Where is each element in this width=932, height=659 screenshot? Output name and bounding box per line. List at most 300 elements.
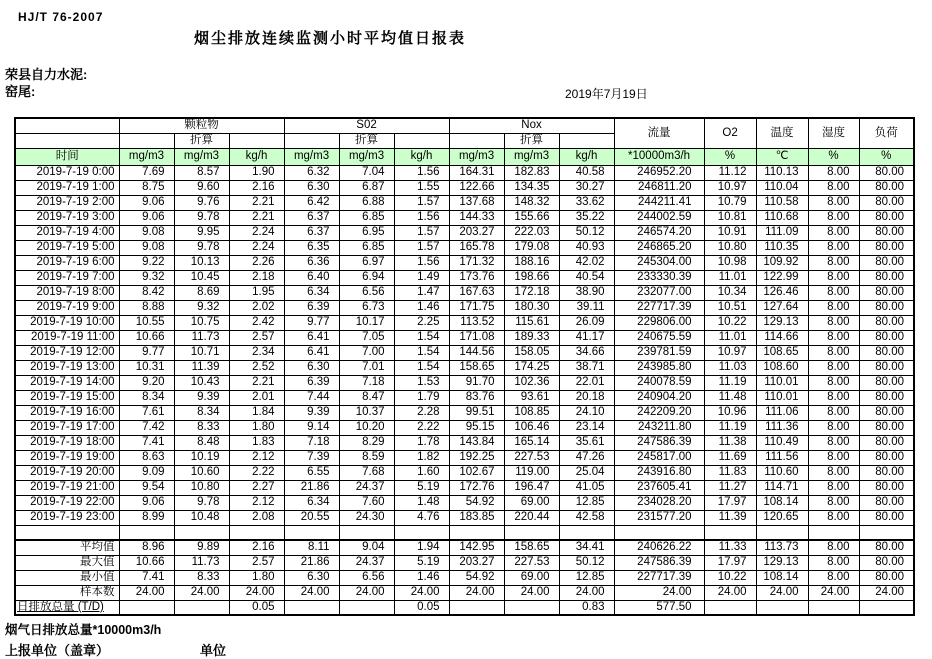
- value-cell: 38.71: [559, 360, 614, 375]
- value-cell: 1.48: [394, 495, 449, 510]
- value-cell: 122.99: [756, 270, 808, 285]
- unit-cell: kg/h: [229, 148, 284, 165]
- value-cell: [559, 525, 614, 540]
- value-cell: 1.46: [394, 300, 449, 315]
- data-row: [15, 195, 914, 210]
- value-cell: 7.05: [339, 330, 394, 345]
- value-cell: 80.00: [859, 330, 914, 345]
- value-cell: [808, 600, 859, 615]
- value-cell: 11.03: [704, 360, 756, 375]
- value-cell: 245304.00: [614, 255, 704, 270]
- value-cell: 8.00: [808, 270, 859, 285]
- row-label: 2019-7-19 17:00: [15, 420, 119, 435]
- value-cell: 80.00: [859, 315, 914, 330]
- value-cell: 171.32: [449, 255, 504, 270]
- value-cell: 10.20: [339, 420, 394, 435]
- data-row: [15, 345, 914, 360]
- value-cell: 1.56: [394, 255, 449, 270]
- value-cell: 8.48: [174, 435, 229, 450]
- value-cell: [808, 525, 859, 540]
- value-cell: 2.57: [229, 555, 284, 570]
- value-cell: 9.78: [174, 210, 229, 225]
- value-cell: 246574.20: [614, 225, 704, 240]
- value-cell: 10.51: [704, 300, 756, 315]
- value-cell: 111.06: [756, 405, 808, 420]
- value-cell: [229, 525, 284, 540]
- value-cell: 80.00: [859, 465, 914, 480]
- value-cell: 11.27: [704, 480, 756, 495]
- data-row: [15, 495, 914, 510]
- value-cell: 1.78: [394, 435, 449, 450]
- header-row-units: [15, 148, 914, 165]
- value-cell: 80.00: [859, 240, 914, 255]
- value-cell: 10.75: [174, 315, 229, 330]
- value-cell: 2.02: [229, 300, 284, 315]
- value-cell: 243916.80: [614, 465, 704, 480]
- value-cell: 10.22: [704, 570, 756, 585]
- value-cell: 8.33: [174, 420, 229, 435]
- value-cell: 10.43: [174, 375, 229, 390]
- value-cell: 2.01: [229, 390, 284, 405]
- value-cell: 110.58: [756, 195, 808, 210]
- value-cell: 6.42: [284, 195, 339, 210]
- data-row: [15, 465, 914, 480]
- value-cell: [394, 525, 449, 540]
- value-cell: [704, 525, 756, 540]
- value-cell: 110.01: [756, 375, 808, 390]
- value-cell: 24.00: [174, 585, 229, 600]
- value-cell: 11.73: [174, 330, 229, 345]
- value-cell: 33.62: [559, 195, 614, 210]
- value-cell: 24.00: [229, 585, 284, 600]
- value-cell: 1.94: [394, 540, 449, 555]
- data-row: [15, 450, 914, 465]
- value-cell: [859, 600, 914, 615]
- value-cell: 577.50: [614, 600, 704, 615]
- value-cell: 95.15: [449, 420, 504, 435]
- value-cell: 9.08: [119, 225, 174, 240]
- value-cell: [339, 600, 394, 615]
- value-cell: 203.27: [449, 225, 504, 240]
- value-cell: 240675.59: [614, 330, 704, 345]
- blank-cell: [15, 133, 119, 148]
- value-cell: 6.94: [339, 270, 394, 285]
- value-cell: 1.55: [394, 180, 449, 195]
- value-cell: 6.34: [284, 495, 339, 510]
- value-cell: 5.19: [394, 480, 449, 495]
- data-row: [15, 165, 914, 180]
- value-cell: 24.00: [756, 585, 808, 600]
- value-cell: 0.05: [229, 600, 284, 615]
- value-cell: 11.19: [704, 420, 756, 435]
- value-cell: 165.14: [504, 435, 559, 450]
- value-cell: 244211.41: [614, 195, 704, 210]
- value-cell: 8.96: [119, 540, 174, 555]
- value-cell: 110.49: [756, 435, 808, 450]
- value-cell: 110.68: [756, 210, 808, 225]
- value-cell: 8.57: [174, 165, 229, 180]
- company-name: 荣县自力水泥:: [5, 67, 88, 82]
- value-cell: 6.73: [339, 300, 394, 315]
- data-row: [15, 330, 914, 345]
- value-cell: 9.04: [339, 540, 394, 555]
- value-cell: 2.24: [229, 240, 284, 255]
- value-cell: 6.40: [284, 270, 339, 285]
- value-cell: 2.21: [229, 195, 284, 210]
- value-cell: 24.00: [394, 585, 449, 600]
- row-label: 2019-7-19 23:00: [15, 510, 119, 525]
- value-cell: 183.85: [449, 510, 504, 525]
- value-cell: 233330.39: [614, 270, 704, 285]
- value-cell: 227.53: [504, 555, 559, 570]
- value-cell: 24.00: [119, 585, 174, 600]
- value-cell: 80.00: [859, 300, 914, 315]
- value-cell: 40.58: [559, 165, 614, 180]
- value-cell: 11.73: [174, 555, 229, 570]
- value-cell: 8.00: [808, 240, 859, 255]
- unit-cell: kg/h: [559, 148, 614, 165]
- value-cell: 7.42: [119, 420, 174, 435]
- value-cell: 129.13: [756, 555, 808, 570]
- value-cell: 80.00: [859, 495, 914, 510]
- value-cell: [449, 600, 504, 615]
- value-cell: 9.95: [174, 225, 229, 240]
- data-row: [15, 510, 914, 525]
- value-cell: 2.21: [229, 210, 284, 225]
- value-cell: 9.76: [174, 195, 229, 210]
- value-cell: 9.39: [284, 405, 339, 420]
- value-cell: 35.61: [559, 435, 614, 450]
- value-cell: 1.54: [394, 330, 449, 345]
- value-cell: 8.00: [808, 570, 859, 585]
- value-cell: 8.99: [119, 510, 174, 525]
- value-cell: 54.92: [449, 495, 504, 510]
- value-cell: 8.00: [808, 315, 859, 330]
- value-cell: 2.22: [394, 420, 449, 435]
- value-cell: 2.34: [229, 345, 284, 360]
- row-label: 平均值: [15, 540, 119, 555]
- value-cell: 8.00: [808, 540, 859, 555]
- value-cell: 10.19: [174, 450, 229, 465]
- value-cell: 11.19: [704, 375, 756, 390]
- value-cell: 10.22: [704, 315, 756, 330]
- row-label: 2019-7-19 22:00: [15, 495, 119, 510]
- value-cell: 10.80: [704, 240, 756, 255]
- value-cell: 8.00: [808, 360, 859, 375]
- value-cell: 106.46: [504, 420, 559, 435]
- value-cell: 6.87: [339, 180, 394, 195]
- data-row: [15, 255, 914, 270]
- value-cell: 11.39: [704, 510, 756, 525]
- value-cell: 8.00: [808, 210, 859, 225]
- value-cell: 245817.00: [614, 450, 704, 465]
- blank-cell: [449, 133, 504, 148]
- value-cell: 243211.80: [614, 420, 704, 435]
- value-cell: 34.66: [559, 345, 614, 360]
- unit-cell: %: [808, 148, 859, 165]
- value-cell: 8.00: [808, 345, 859, 360]
- value-cell: 10.71: [174, 345, 229, 360]
- value-cell: 171.08: [449, 330, 504, 345]
- value-cell: 6.95: [339, 225, 394, 240]
- value-cell: 6.37: [284, 210, 339, 225]
- location-label: 窑尾:: [5, 84, 36, 99]
- value-cell: 11.12: [704, 165, 756, 180]
- value-cell: 119.00: [504, 465, 559, 480]
- value-cell: 6.41: [284, 330, 339, 345]
- value-cell: 6.88: [339, 195, 394, 210]
- value-cell: 10.81: [704, 210, 756, 225]
- value-cell: 8.69: [174, 285, 229, 300]
- value-cell: 6.32: [284, 165, 339, 180]
- so2-converted-label: 折算: [339, 133, 394, 148]
- value-cell: 40.54: [559, 270, 614, 285]
- value-cell: 1.82: [394, 450, 449, 465]
- value-cell: 6.36: [284, 255, 339, 270]
- value-cell: 110.35: [756, 240, 808, 255]
- row-label: [15, 525, 119, 540]
- value-cell: 12.85: [559, 495, 614, 510]
- value-cell: 80.00: [859, 375, 914, 390]
- header-row-groups: [15, 118, 914, 133]
- row-label: 2019-7-19 15:00: [15, 390, 119, 405]
- value-cell: 222.03: [504, 225, 559, 240]
- value-cell: 24.00: [339, 585, 394, 600]
- row-label: 2019-7-19 19:00: [15, 450, 119, 465]
- value-cell: 80.00: [859, 195, 914, 210]
- value-cell: 35.22: [559, 210, 614, 225]
- value-cell: 246811.20: [614, 180, 704, 195]
- value-cell: 80.00: [859, 345, 914, 360]
- value-cell: 2.08: [229, 510, 284, 525]
- value-cell: 80.00: [859, 210, 914, 225]
- value-cell: [704, 600, 756, 615]
- value-cell: 91.70: [449, 375, 504, 390]
- data-row: [15, 210, 914, 225]
- value-cell: 10.45: [174, 270, 229, 285]
- blank-cell: [15, 118, 119, 133]
- value-cell: 1.56: [394, 165, 449, 180]
- value-cell: 6.55: [284, 465, 339, 480]
- value-cell: 203.27: [449, 555, 504, 570]
- group-o2: O2: [704, 118, 756, 148]
- blank-cell: [229, 133, 284, 148]
- value-cell: 110.13: [756, 165, 808, 180]
- value-cell: 198.66: [504, 270, 559, 285]
- value-cell: 109.92: [756, 255, 808, 270]
- value-cell: 2.16: [229, 180, 284, 195]
- value-cell: 1.56: [394, 210, 449, 225]
- value-cell: 8.88: [119, 300, 174, 315]
- value-cell: 8.00: [808, 405, 859, 420]
- value-cell: 9.32: [174, 300, 229, 315]
- value-cell: 240904.20: [614, 390, 704, 405]
- value-cell: 237605.41: [614, 480, 704, 495]
- value-cell: 1.79: [394, 390, 449, 405]
- value-cell: 30.27: [559, 180, 614, 195]
- group-humidity: 湿度: [808, 118, 859, 148]
- value-cell: 10.79: [704, 195, 756, 210]
- value-cell: 24.00: [504, 585, 559, 600]
- value-cell: [756, 600, 808, 615]
- value-cell: 24.00: [859, 585, 914, 600]
- value-cell: 122.66: [449, 180, 504, 195]
- value-cell: 21.86: [284, 555, 339, 570]
- report-table: [14, 117, 915, 616]
- value-cell: 99.51: [449, 405, 504, 420]
- value-cell: [284, 600, 339, 615]
- data-row: [15, 315, 914, 330]
- value-cell: 80.00: [859, 255, 914, 270]
- value-cell: 8.59: [339, 450, 394, 465]
- value-cell: 42.02: [559, 255, 614, 270]
- value-cell: 10.31: [119, 360, 174, 375]
- value-cell: 9.06: [119, 495, 174, 510]
- value-cell: 8.00: [808, 375, 859, 390]
- value-cell: 8.00: [808, 480, 859, 495]
- value-cell: [449, 525, 504, 540]
- value-cell: 113.52: [449, 315, 504, 330]
- value-cell: 10.13: [174, 255, 229, 270]
- row-label: 2019-7-19 9:00: [15, 300, 119, 315]
- value-cell: 24.30: [339, 510, 394, 525]
- value-cell: 10.34: [704, 285, 756, 300]
- value-cell: 8.00: [808, 195, 859, 210]
- value-cell: 108.14: [756, 570, 808, 585]
- value-cell: 111.36: [756, 420, 808, 435]
- value-cell: 9.54: [119, 480, 174, 495]
- value-cell: 10.96: [704, 405, 756, 420]
- value-cell: 8.63: [119, 450, 174, 465]
- value-cell: 192.25: [449, 450, 504, 465]
- group-so2: S02: [284, 118, 449, 133]
- value-cell: 10.98: [704, 255, 756, 270]
- value-cell: 26.09: [559, 315, 614, 330]
- value-cell: 167.63: [449, 285, 504, 300]
- row-label: 2019-7-19 1:00: [15, 180, 119, 195]
- value-cell: 7.69: [119, 165, 174, 180]
- time-header: 时间: [15, 148, 119, 165]
- unit-cell: ℃: [756, 148, 808, 165]
- value-cell: 155.66: [504, 210, 559, 225]
- row-label: 2019-7-19 10:00: [15, 315, 119, 330]
- value-cell: 11.38: [704, 435, 756, 450]
- data-row: [15, 270, 914, 285]
- value-cell: 2.12: [229, 495, 284, 510]
- value-cell: 2.16: [229, 540, 284, 555]
- value-cell: 2.52: [229, 360, 284, 375]
- value-cell: 24.37: [339, 480, 394, 495]
- row-label: 2019-7-19 5:00: [15, 240, 119, 255]
- value-cell: 8.00: [808, 435, 859, 450]
- row-label: 2019-7-19 0:00: [15, 165, 119, 180]
- summary-row: [15, 600, 914, 615]
- value-cell: 7.04: [339, 165, 394, 180]
- value-cell: 7.18: [284, 435, 339, 450]
- pm-converted-label: 折算: [174, 133, 229, 148]
- row-label: 2019-7-19 14:00: [15, 375, 119, 390]
- value-cell: 9.77: [284, 315, 339, 330]
- value-cell: 22.01: [559, 375, 614, 390]
- value-cell: 10.66: [119, 555, 174, 570]
- value-cell: 25.04: [559, 465, 614, 480]
- value-cell: 11.48: [704, 390, 756, 405]
- value-cell: 11.33: [704, 540, 756, 555]
- value-cell: [174, 600, 229, 615]
- value-cell: 8.11: [284, 540, 339, 555]
- value-cell: 7.41: [119, 570, 174, 585]
- value-cell: 6.39: [284, 300, 339, 315]
- value-cell: 143.84: [449, 435, 504, 450]
- value-cell: 80.00: [859, 510, 914, 525]
- row-label: 2019-7-19 18:00: [15, 435, 119, 450]
- value-cell: 6.30: [284, 180, 339, 195]
- value-cell: 2.12: [229, 450, 284, 465]
- value-cell: 7.41: [119, 435, 174, 450]
- unit-cell: %: [704, 148, 756, 165]
- value-cell: [284, 525, 339, 540]
- value-cell: 239781.59: [614, 345, 704, 360]
- value-cell: 10.66: [119, 330, 174, 345]
- value-cell: 8.34: [174, 405, 229, 420]
- value-cell: 9.77: [119, 345, 174, 360]
- value-cell: 12.85: [559, 570, 614, 585]
- blank-cell: [559, 133, 614, 148]
- group-pm: 颗粒物: [119, 118, 284, 133]
- row-label: 2019-7-19 3:00: [15, 210, 119, 225]
- spacer-row: [15, 525, 914, 540]
- value-cell: 24.00: [284, 585, 339, 600]
- value-cell: 9.08: [119, 240, 174, 255]
- value-cell: 6.56: [339, 285, 394, 300]
- nox-converted-label: 折算: [504, 133, 559, 148]
- value-cell: 227717.39: [614, 300, 704, 315]
- value-cell: 2.28: [394, 405, 449, 420]
- flue-gas-total-label: 烟气日排放总量*10000m3/h: [5, 623, 162, 637]
- row-label: 2019-7-19 16:00: [15, 405, 119, 420]
- value-cell: 0.05: [394, 600, 449, 615]
- data-row: [15, 180, 914, 195]
- value-cell: 80.00: [859, 360, 914, 375]
- value-cell: [504, 525, 559, 540]
- value-cell: 9.06: [119, 210, 174, 225]
- value-cell: 1.83: [229, 435, 284, 450]
- data-row: [15, 405, 914, 420]
- row-label: 最大值: [15, 555, 119, 570]
- value-cell: 1.54: [394, 360, 449, 375]
- value-cell: 9.78: [174, 495, 229, 510]
- value-cell: 1.53: [394, 375, 449, 390]
- value-cell: 6.97: [339, 255, 394, 270]
- value-cell: 8.47: [339, 390, 394, 405]
- value-cell: 20.55: [284, 510, 339, 525]
- value-cell: 158.65: [449, 360, 504, 375]
- value-cell: 80.00: [859, 480, 914, 495]
- summary-row: [15, 570, 914, 585]
- value-cell: 8.00: [808, 390, 859, 405]
- row-label: 2019-7-19 7:00: [15, 270, 119, 285]
- value-cell: 173.76: [449, 270, 504, 285]
- data-row: [15, 285, 914, 300]
- value-cell: 7.00: [339, 345, 394, 360]
- value-cell: 171.75: [449, 300, 504, 315]
- value-cell: 34.41: [559, 540, 614, 555]
- value-cell: 129.13: [756, 315, 808, 330]
- value-cell: 144.56: [449, 345, 504, 360]
- value-cell: [859, 525, 914, 540]
- value-cell: 6.30: [284, 360, 339, 375]
- row-label: 2019-7-19 8:00: [15, 285, 119, 300]
